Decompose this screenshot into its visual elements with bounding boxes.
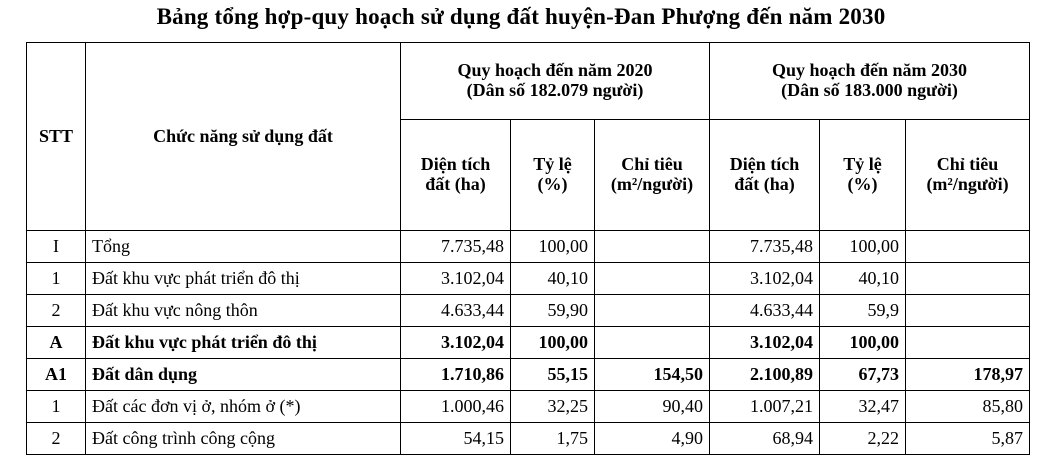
cell-ratio-2020: 32,25	[511, 391, 595, 423]
cell-area-2030: 68,94	[710, 423, 820, 455]
header-ratio-2020-line2: (%)	[537, 174, 568, 194]
cell-area-2020: 4.633,44	[401, 295, 511, 327]
table-row	[27, 423, 1030, 455]
header-area-2030-line1: Diện tích	[729, 154, 800, 175]
cell-ratio-2020: 40,10	[511, 263, 595, 295]
header-group-2020-line1: Quy hoạch đến năm 2020	[457, 60, 653, 81]
cell-area-2020: 54,15	[401, 423, 511, 455]
header-ratio-2030-line2: (%)	[847, 174, 878, 194]
table-row	[27, 263, 1030, 295]
table-row	[27, 359, 1030, 391]
cell-norm-2030	[906, 231, 1030, 263]
header-group-2020	[401, 43, 710, 120]
page-title: Bảng tổng hợp-quy hoạch sử dụng đất huyện-Đan Phượng đến năm 2030	[156, 4, 886, 29]
cell-ratio-2020: 100,00	[511, 231, 595, 263]
cell-stt: 2	[27, 423, 86, 455]
cell-norm-2030	[906, 327, 1030, 359]
header-group-2030-line2: (Dân số 183.000 người)	[781, 80, 958, 100]
table-row	[27, 231, 1030, 263]
cell-name: Đất các đơn vị ở, nhóm ở (*)	[86, 391, 401, 423]
cell-area-2020: 7.735,48	[401, 231, 511, 263]
cell-norm-2030: 85,80	[906, 391, 1030, 423]
cell-norm-2020	[595, 295, 710, 327]
cell-name: Đất công trình công cộng	[86, 423, 401, 455]
cell-norm-2020: 90,40	[595, 391, 710, 423]
cell-area-2020: 3.102,04	[401, 327, 511, 359]
cell-ratio-2030: 32,47	[820, 391, 906, 423]
table-body	[27, 231, 1030, 455]
cell-area-2030: 2.100,89	[710, 359, 820, 391]
cell-area-2030: 3.102,04	[710, 263, 820, 295]
cell-name: Tổng	[86, 231, 401, 263]
table-row	[27, 391, 1030, 423]
cell-name: Đất khu vực nông thôn	[86, 295, 401, 327]
header-norm-2020-line2: (m²/người)	[610, 174, 694, 194]
header-group-2030	[710, 43, 1030, 120]
land-use-table	[26, 42, 1030, 455]
cell-ratio-2030: 2,22	[820, 423, 906, 455]
cell-area-2020: 1.000,46	[401, 391, 511, 423]
header-ratio-2030	[820, 120, 906, 231]
cell-norm-2020: 4,90	[595, 423, 710, 455]
header-norm-2020	[595, 120, 710, 231]
header-group-2020-line2: (Dân số 182.079 người)	[466, 80, 644, 100]
cell-ratio-2030: 100,00	[820, 231, 906, 263]
cell-area-2030: 1.007,21	[710, 391, 820, 423]
cell-ratio-2030: 59,9	[820, 295, 906, 327]
cell-area-2030: 4.633,44	[710, 295, 820, 327]
table-row	[27, 327, 1030, 359]
header-norm-2030-line2: (m²/người)	[926, 174, 1009, 194]
cell-stt: 1	[27, 391, 86, 423]
cell-norm-2020	[595, 327, 710, 359]
cell-area-2030: 3.102,04	[710, 327, 820, 359]
cell-name: Đất khu vực phát triển đô thị	[86, 263, 401, 295]
cell-norm-2020	[595, 263, 710, 295]
header-group-2030-line1: Quy hoạch đến năm 2030	[772, 60, 968, 81]
cell-norm-2020: 154,50	[595, 359, 710, 391]
cell-name: Đất khu vực phát triển đô thị	[86, 327, 401, 359]
cell-area-2030: 7.735,48	[710, 231, 820, 263]
cell-ratio-2020: 55,15	[511, 359, 595, 391]
cell-norm-2020	[595, 231, 710, 263]
cell-stt: 1	[27, 263, 86, 295]
cell-norm-2030: 5,87	[906, 423, 1030, 455]
header-ratio-2020	[511, 120, 595, 231]
table-row	[27, 295, 1030, 327]
header-norm-2030	[906, 120, 1030, 231]
header-area-2020	[401, 120, 511, 231]
header-ratio-2030-line1: Tỷ lệ	[843, 154, 882, 175]
header-area-2030-line2: đất (ha)	[734, 174, 795, 194]
cell-ratio-2030: 100,00	[820, 327, 906, 359]
header-norm-2030-line1: Chỉ tiêu	[936, 154, 999, 175]
cell-norm-2030	[906, 295, 1030, 327]
cell-area-2020: 3.102,04	[401, 263, 511, 295]
header-area-2020-line1: Diện tích	[420, 154, 491, 175]
header-norm-2020-line1: Chỉ tiêu	[621, 154, 683, 175]
cell-stt: I	[27, 231, 86, 263]
cell-stt: A	[27, 327, 86, 359]
cell-ratio-2030: 40,10	[820, 263, 906, 295]
cell-norm-2030: 178,97	[906, 359, 1030, 391]
cell-name: Đất dân dụng	[86, 359, 401, 391]
header-function: Chức năng sử dụng đất	[86, 43, 401, 231]
cell-ratio-2030: 67,73	[820, 359, 906, 391]
header-stt: STT	[27, 43, 86, 231]
cell-stt: A1	[27, 359, 86, 391]
header-area-2030	[710, 120, 820, 231]
cell-ratio-2020: 59,90	[511, 295, 595, 327]
header-ratio-2020-line1: Tỷ lệ	[533, 154, 572, 175]
cell-area-2020: 1.710,86	[401, 359, 511, 391]
cell-ratio-2020: 100,00	[511, 327, 595, 359]
cell-stt: 2	[27, 295, 86, 327]
cell-norm-2030	[906, 263, 1030, 295]
cell-ratio-2020: 1,75	[511, 423, 595, 455]
header-area-2020-line2: đất (ha)	[425, 174, 486, 194]
